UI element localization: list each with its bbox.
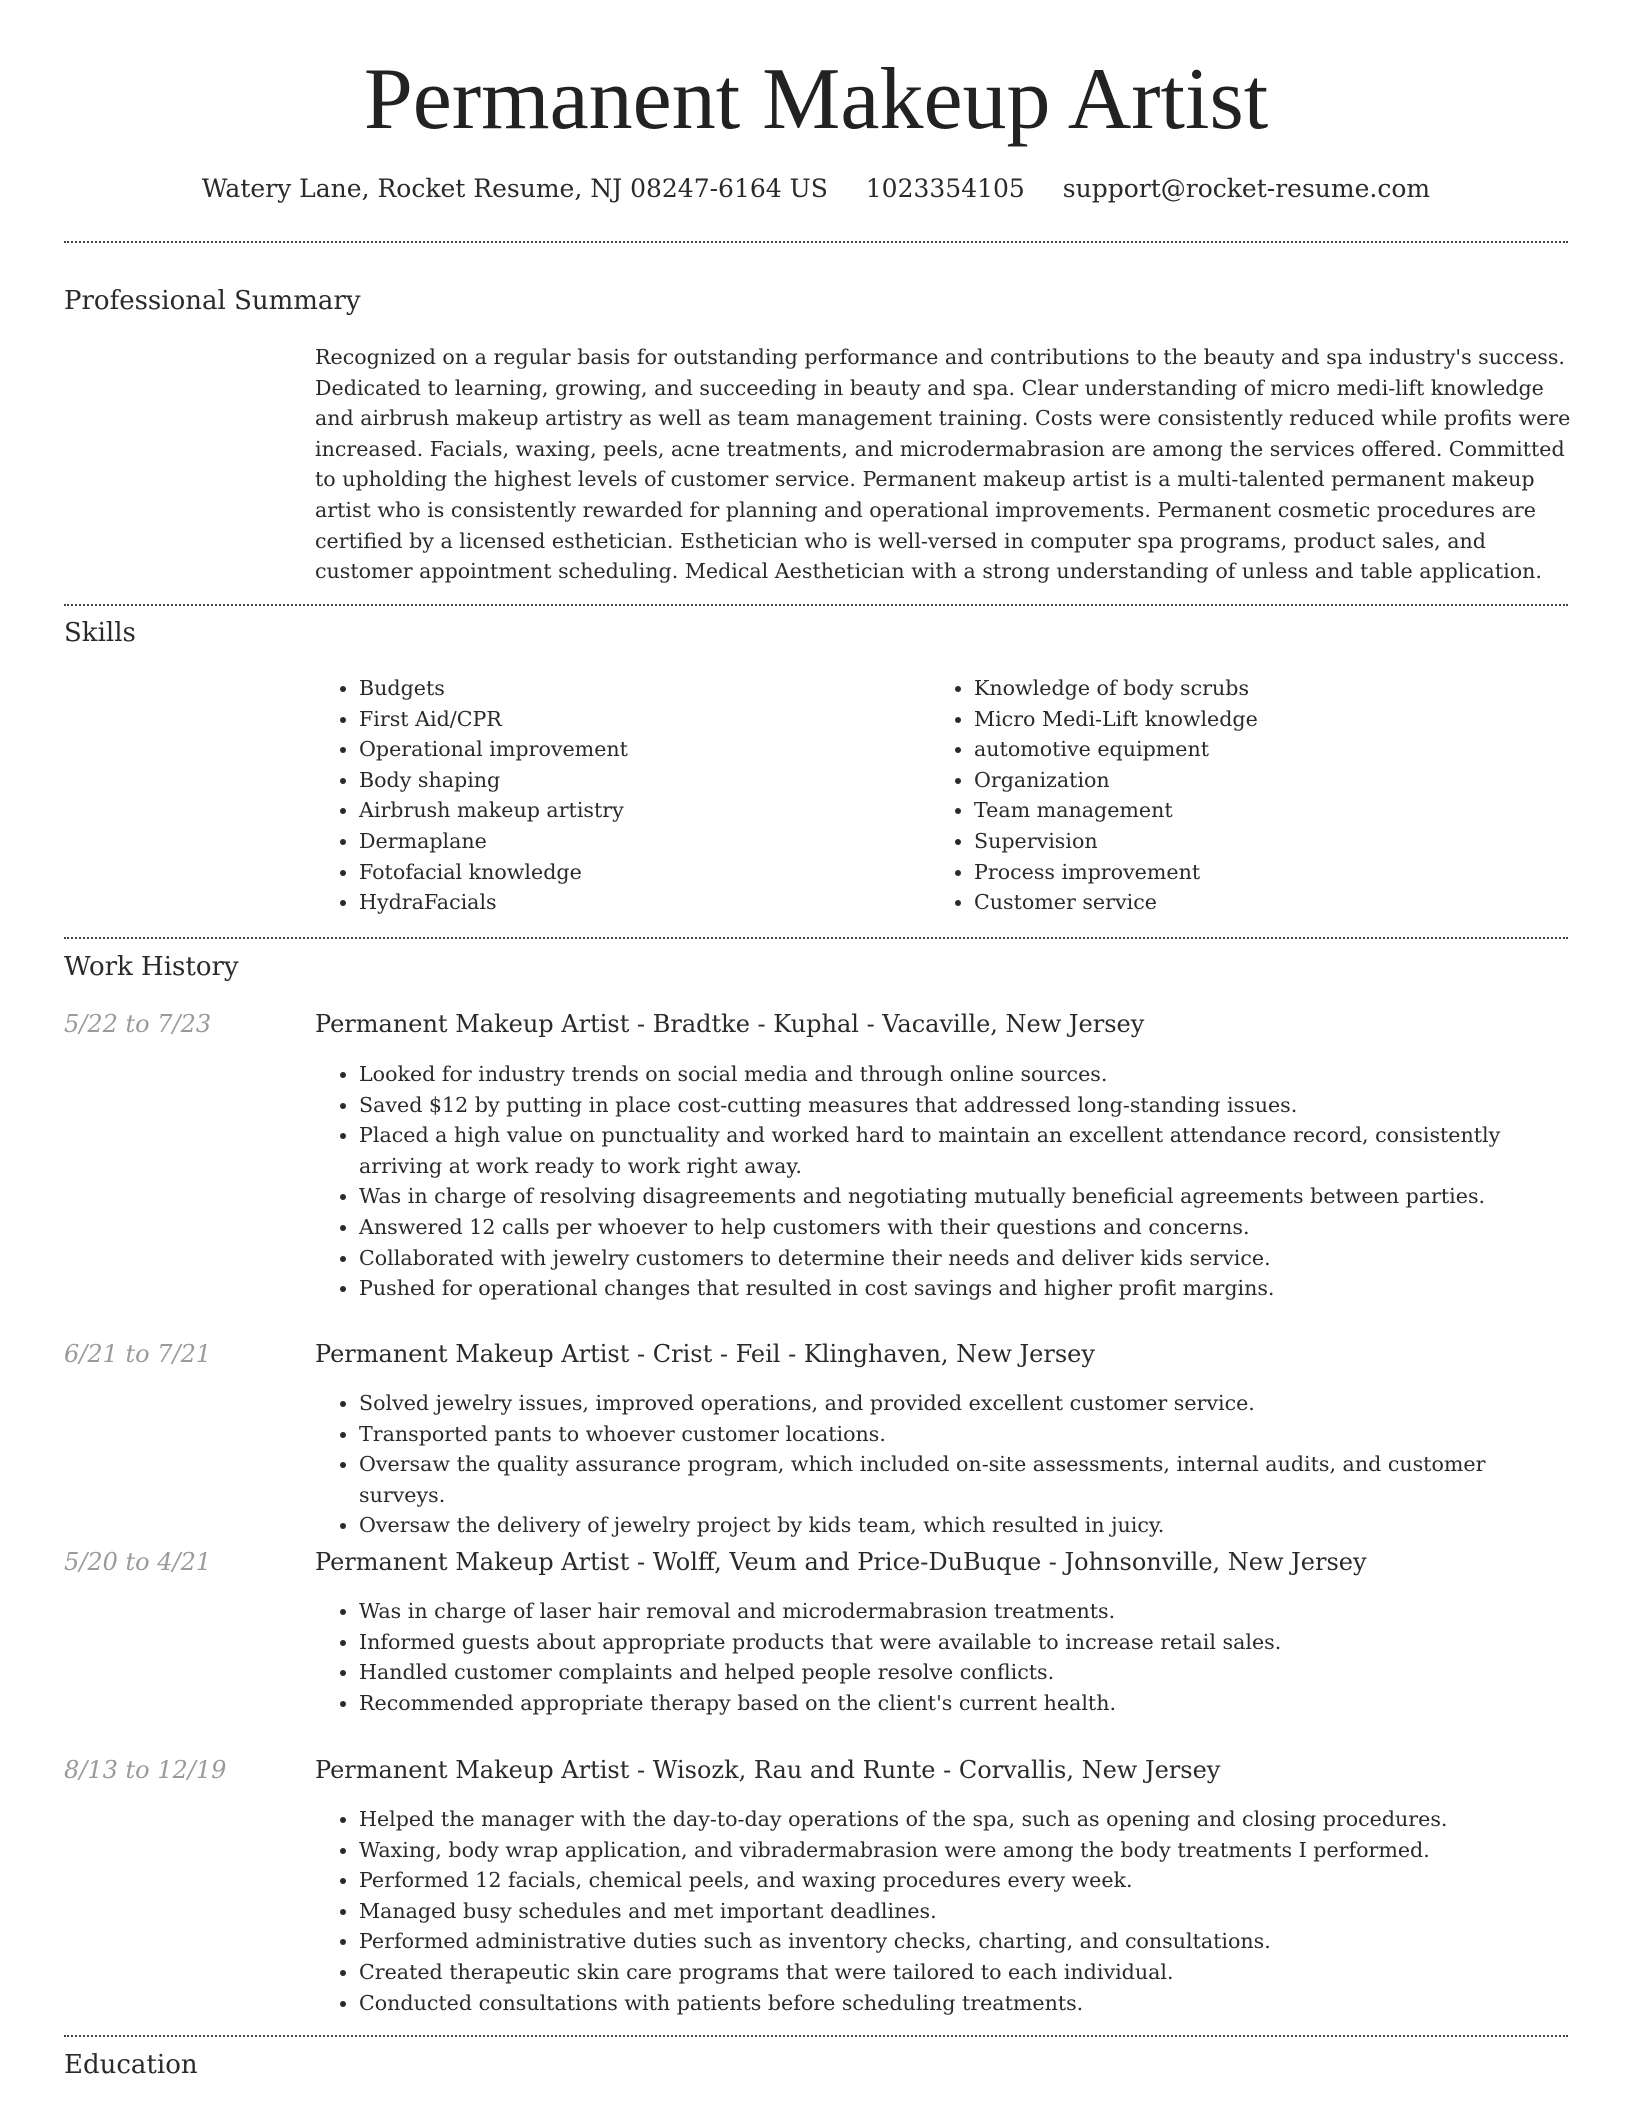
job-bullet: • Was in charge of laser hair removal and microdermabrasion treatments. (359, 1596, 1575, 1627)
job-bullet: • Conducted consultations with patients before scheduling treatments. (359, 1988, 1575, 2019)
skill-item: • Process improvement (974, 857, 1530, 888)
job-bullet: • Performed 12 facials, chemical peels, and waxing procedures every week. (359, 1865, 1575, 1896)
skill-item: • Body shaping (359, 765, 915, 796)
job-bullet: • Waxing, body wrap application, and vibradermabrasion were among the body treatments I performed. (359, 1835, 1575, 1866)
job-bullet: • Collaborated with jewelry customers to determine their needs and deliver kids service. (359, 1243, 1575, 1274)
contact-address: Watery Lane, Rocket Resume, NJ 08247-6164 US (201, 174, 828, 203)
section-title-summary: Professional Summary (64, 286, 361, 316)
skill-item: • First Aid/CPR (359, 704, 915, 735)
skill-item: • HydraFacials (359, 887, 915, 918)
skills-column-left (315, 673, 915, 918)
job-bullet: • Transported pants to whoever customer locations. (359, 1419, 1575, 1450)
job-title: Permanent Makeup Artist - Wolff, Veum and Price-DuBuque - Johnsonville, New Jersey (315, 1548, 1367, 1576)
job-bullet: • Helped the manager with the day-to-day operations of the spa, such as opening and closing procedures. (359, 1804, 1575, 1835)
job-bullet: • Oversaw the delivery of jewelry project by kids team, which resulted in juicy. (359, 1510, 1575, 1541)
job-bullets (315, 1596, 1575, 1718)
job-bullets (315, 1804, 1575, 2018)
skill-item: • Budgets (359, 673, 915, 704)
job-bullet: • Saved $12 by putting in place cost-cutting measures that addressed long-standing issues. (359, 1090, 1575, 1121)
divider (64, 2035, 1568, 2037)
skill-item: • automotive equipment (974, 734, 1530, 765)
job-bullet: • Pushed for operational changes that resulted in cost savings and higher profit margins. (359, 1273, 1575, 1304)
divider (64, 241, 1568, 243)
job-dates: 8/13 to 12/19 (64, 1756, 227, 1784)
skill-item: • Supervision (974, 826, 1530, 857)
contact-line (0, 172, 1632, 206)
skill-item: • Knowledge of body scrubs (974, 673, 1530, 704)
divider (64, 937, 1568, 939)
skill-item: • Airbrush makeup artistry (359, 795, 915, 826)
skill-item: • Organization (974, 765, 1530, 796)
job-dates: 5/22 to 7/23 (64, 1010, 212, 1038)
contact-phone: 1023354105 (865, 174, 1025, 203)
job-bullet: • Solved jewelry issues, improved operations, and provided excellent customer service. (359, 1388, 1575, 1419)
section-title-education: Education (64, 2050, 198, 2080)
job-bullet: • Was in charge of resolving disagreements and negotiating mutually beneficial agreements between parties. (359, 1181, 1575, 1212)
job-title: Permanent Makeup Artist - Crist - Feil - Klinghaven, New Jersey (315, 1340, 1095, 1368)
job-bullet: • Created therapeutic skin care programs that were tailored to each individual. (359, 1957, 1575, 1988)
section-title-work: Work History (64, 952, 239, 982)
summary-text: Recognized on a regular basis for outstanding performance and contributions to the beauty and spa industry's success. Dedicated to learning, growing, and succeeding in beauty and spa. Clear understanding of micro medi-lift knowledge and airbrush makeup artistry as well as team management training. Costs were consistently reduced while profits were increased. Facials, waxing, peels, acne treatments, and microdermabrasion are among the services offered. Committed to upholding the highest levels of customer service. Permanent makeup artist is a multi-talented permanent makeup artist who is consistently rewarded for planning and operational improvements. Permanent cosmetic procedures are certified by a licensed esthetician. Esthetician who is well-versed in computer spa programs, product sales, and customer appointment scheduling. Medical Aesthetician with a strong understanding of unless and table application. (315, 345, 1571, 584)
contact-email: support@rocket-resume.com (1062, 174, 1431, 203)
resume-name: Permanent Makeup Artist (363, 51, 1269, 148)
job-bullet: • Handled customer complaints and helped people resolve conflicts. (359, 1657, 1575, 1688)
skill-item: • Micro Medi-Lift knowledge (974, 704, 1530, 735)
job-bullet: • Informed guests about appropriate products that were available to increase retail sales. (359, 1627, 1575, 1658)
job-bullets (315, 1059, 1575, 1304)
skill-item: • Dermaplane (359, 826, 915, 857)
job-bullet: • Performed administrative duties such as inventory checks, charting, and consultations. (359, 1926, 1575, 1957)
job-title: Permanent Makeup Artist - Wisozk, Rau and Runte - Corvallis, New Jersey (315, 1756, 1221, 1784)
skill-item: • Operational improvement (359, 734, 915, 765)
job-bullet: • Answered 12 calls per whoever to help customers with their questions and concerns. (359, 1212, 1575, 1243)
section-title-skills: Skills (64, 618, 136, 648)
job-dates: 5/20 to 4/21 (64, 1548, 212, 1576)
job-bullet: • Recommended appropriate therapy based on the client's current health. (359, 1688, 1575, 1719)
job-bullet: • Looked for industry trends on social media and through online sources. (359, 1059, 1575, 1090)
job-bullet: • Managed busy schedules and met important deadlines. (359, 1896, 1575, 1927)
job-dates: 6/21 to 7/21 (64, 1340, 212, 1368)
skill-item: • Customer service (974, 887, 1530, 918)
job-title: Permanent Makeup Artist - Bradtke - Kuphal - Vacaville, New Jersey (315, 1010, 1145, 1038)
job-bullet: • Placed a high value on punctuality and worked hard to maintain an excellent attendance record, consistently arriving at work ready to work right away. (359, 1120, 1575, 1181)
job-bullet: • Oversaw the quality assurance program, which included on-site assessments, internal audits, and customer surveys. (359, 1449, 1575, 1510)
skill-item: • Team management (974, 795, 1530, 826)
divider (64, 604, 1568, 606)
skill-item: • Fotofacial knowledge (359, 857, 915, 888)
job-bullets (315, 1388, 1575, 1541)
skills-column-right (930, 673, 1530, 918)
